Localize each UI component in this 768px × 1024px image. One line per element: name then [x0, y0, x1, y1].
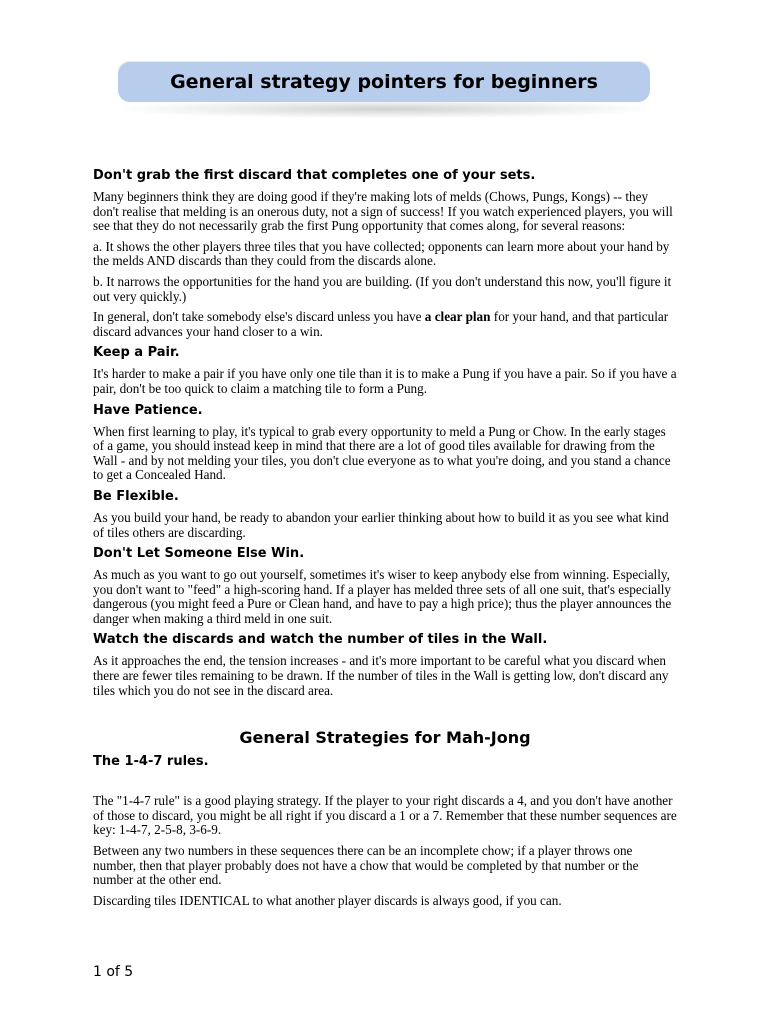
paragraph: As much as you want to go out yourself, sometimes it's wiser to keep anybody else from winning. Especially, you don't want to "feed" a high-scoring hand. If a player has melded three sets of all one suit, that's especially dangerous (you might feed a Pure or Clean hand, and have to pay a high price); thus the player announces the danger when making a third meld in one suit. [93, 567, 672, 626]
paragraph [93, 310, 677, 339]
document-body [93, 168, 677, 914]
title-shadow [126, 100, 646, 118]
page-title: General strategy pointers for beginners [170, 70, 598, 93]
section-title: General Strategies for Mah-Jong [239, 728, 531, 748]
text-run: for your hand, and that particular discard advances your hand closer to a win. [93, 309, 669, 339]
paragraph: When first learning to play, it's typical to grab every opportunity to meld a Pung or Chow. In the early stages of a game, you should instead keep in mind that there are a lot of good tiles available for drawing from the Wall - and by not melding your tiles, you don't clue everyone as to what you're doing, and you stand a chance to get a Concealed Hand. [93, 423, 671, 483]
bold-text: a clear plan [424, 309, 491, 325]
section-heading: Don't grab the first discard that completes one of your sets. [93, 168, 536, 183]
list-item: a. It shows the other players three tiles that you have collected; opponents can learn more about your hand by the melds AND discards than they could from the discards alone. [93, 238, 670, 269]
paragraph: As you build your hand, be ready to abandon your earlier thinking about how to build it as you see what kind of tiles others are discarding. [93, 509, 669, 540]
section-heading: Keep a Pair. [93, 345, 180, 361]
list-item: b. It narrows the opportunities for the hand you are building. (If you don't understand this now, you'll figure it out very quickly.) [93, 273, 672, 304]
paragraph: As it approaches the end, the tension increases - and it's more important to be careful what you discard when there are fewer tiles remaining to be drawn. If the number of tiles in the Wall is getting low, don't discard any tiles which you do not see in the discard area. [93, 653, 669, 698]
paragraph: The "1-4-7 rule" is a good playing strategy. If the player to your right discards a 4, and you don't have another of those to discard, you might be all right if you discard a 1 or a 7. Remember that these number sequences are key: 1-4-7, 2-5-8, 3-6-9. [93, 793, 677, 838]
paragraph: Many beginners think they are doing good if they're making lots of melds (Chows, Pungs, Kongs) -- they don't realise that melding is an onerous duty, not a sign of success! If you watch experienced players, you will see that they do not necessarily grab the first Pung opportunity that comes along, for several reasons: [93, 189, 673, 234]
section-heading: Be Flexible. [93, 488, 179, 504]
paragraph: It's harder to make a pair if you have only one tile than it is to make a Pung if you have a pair. So if you have a pair, don't be too quick to claim a matching tile to form a Pung. [93, 366, 677, 396]
section-heading: Watch the discards and watch the number of tiles in the Wall. [93, 632, 548, 648]
paragraph: Discarding tiles IDENTICAL to what another player discards is always good, if you can. [93, 892, 562, 908]
section-heading: The 1-4-7 rules. [93, 754, 209, 770]
page-number: 1 of 5 [93, 964, 134, 980]
section-heading: Don't Let Someone Else Win. [93, 546, 305, 562]
paragraph: Between any two numbers in these sequences there can be an incomplete chow; if a player throws one number, then that player probably does not have a chow that would be completed by that number or the number at the other end. [93, 843, 639, 888]
text-run: In general, don't take somebody else's discard unless you have [93, 309, 425, 325]
title-banner [118, 61, 650, 102]
section-heading: Have Patience. [93, 402, 203, 418]
